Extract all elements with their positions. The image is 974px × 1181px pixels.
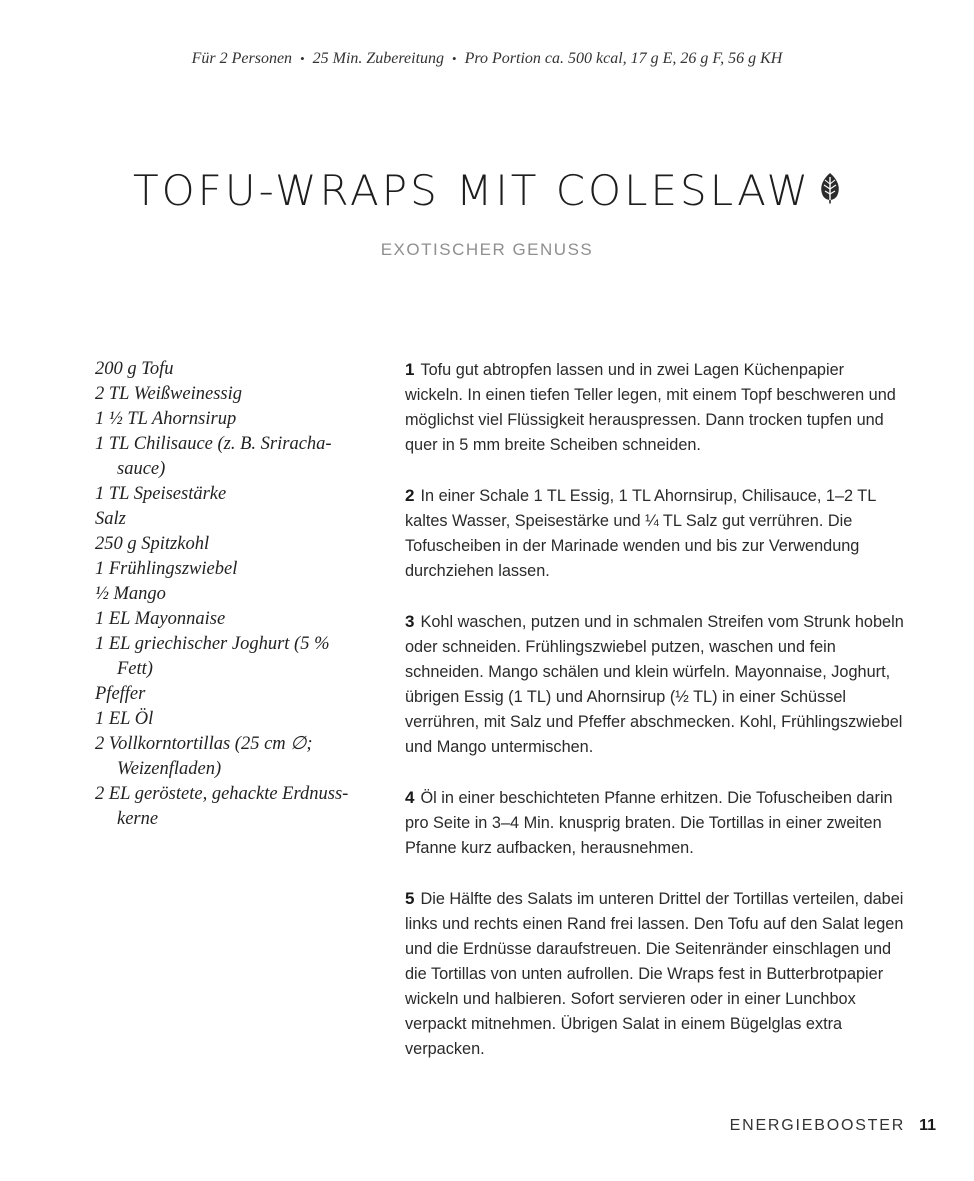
step-text: Öl in einer beschichteten Pfanne erhitzen. Die Tofuscheiben darin pro Seite in 3–4 Min. knusprig braten. Die Tortillas in einer zweiten Pfanne kurz aufbacken, herausnehmen.	[405, 789, 893, 857]
recipe-subtitle: EXOTISCHER GENUSS	[380, 240, 594, 259]
ingredient-item: 200 g Tofu	[95, 359, 174, 379]
ingredient-item: Pfeffer	[95, 684, 146, 704]
step-text: Tofu gut abtropfen lassen und in zwei Lagen Küchenpapier wickeln. In einen tiefen Teller legen, mit einem Topf beschweren und möglichst viel Flüssigkeit herauspressen. Dann trocken tupfen und quer in 5 mm breite Scheiben schneiden.	[405, 361, 896, 454]
leaf-icon	[819, 165, 841, 214]
step-number: 2	[405, 486, 415, 505]
ingredient-item: 250 g Spitzkohl	[95, 534, 210, 554]
prep-time-text: 25 Min. Zubereitung	[312, 50, 445, 67]
ingredient-item: 1 ½ TL Ahornsirup	[95, 409, 237, 429]
ingredient-item: 2 EL geröstete, gehackte Erdnuss-kerne	[95, 784, 349, 829]
nutrition-text: Pro Portion ca. 500 kcal, 17 g E, 26 g F, 56 g KH	[464, 50, 783, 67]
step-text: In einer Schale 1 TL Essig, 1 TL Ahornsirup, Chilisauce, 1–2 TL kaltes Wasser, Speisestärke und ¼ TL Salz gut verrühren. Die Tofuscheiben in der Marinade wenden und bis zur Verwendung durchziehen lassen.	[405, 487, 876, 580]
step-5	[405, 886, 905, 1062]
step-number: 4	[405, 788, 415, 807]
meta-separator: •	[300, 51, 305, 66]
preparation-steps	[405, 357, 905, 1087]
ingredient-item: 1 TL Chilisauce (z. B. Sriracha-sauce)	[95, 434, 332, 479]
ingredient-item: 1 Frühlingszwiebel	[95, 559, 238, 579]
step-text: Die Hälfte des Salats im unteren Drittel der Tortillas verteilen, dabei links und rechts einen Rand frei lassen. Den Tofu auf den Salat legen und die Erdnüsse daraufstreuen. Die Seitenränder einschlagen und die Tortillas von unten aufrollen. Die Wraps fest in Butterbrotpapier wickeln und halbieren. Sofort servieren oder in einer Lunchbox verpackt mitnehmen. Übrigen Salat in einem Bügelglas extra verpacken.	[405, 890, 904, 1058]
step-1	[405, 357, 905, 458]
meta-separator: •	[452, 51, 457, 66]
step-3	[405, 609, 905, 760]
ingredient-list	[95, 357, 365, 832]
servings-text: Für 2 Personen	[191, 50, 293, 67]
ingredient-item: ½ Mango	[95, 584, 166, 604]
ingredient-item: 1 EL griechischer Joghurt (5 % Fett)	[95, 634, 330, 679]
step-number: 5	[405, 889, 415, 908]
step-number: 3	[405, 612, 415, 631]
recipe-title: TOFU-WRAPS MIT COLESLAW	[132, 166, 812, 215]
step-text: Kohl waschen, putzen und in schmalen Streifen vom Strunk hobeln oder schneiden. Frühlingszwiebel putzen, waschen und fein schneiden. Mango schälen und klein würfeln. Mayonnaise, Joghurt, übrigen Essig (1 TL) und Ahornsirup (½ TL) in einer Schüssel verrühren, mit Salz und Pfeffer abschmecken. Kohl, Frühlingszwiebel und Mango untermischen.	[405, 613, 904, 756]
page-number: 11	[919, 1117, 936, 1134]
ingredient-item: Salz	[95, 509, 126, 529]
ingredient-item: 1 EL Öl	[95, 709, 154, 729]
step-4	[405, 785, 905, 861]
step-number: 1	[405, 360, 415, 379]
ingredient-item: 2 TL Weißweinessig	[95, 384, 242, 404]
recipe-meta	[0, 50, 974, 68]
ingredient-item: 2 Vollkorntortillas (25 cm ∅; Weizenfladen)	[95, 734, 313, 779]
ingredient-item: 1 TL Speisestärke	[95, 484, 227, 504]
step-2	[405, 483, 905, 584]
page-footer	[730, 1117, 936, 1135]
ingredient-item: 1 EL Mayonnaise	[95, 609, 226, 629]
recipe-title-row	[0, 166, 974, 215]
section-name: ENERGIEBOOSTER	[729, 1117, 906, 1134]
